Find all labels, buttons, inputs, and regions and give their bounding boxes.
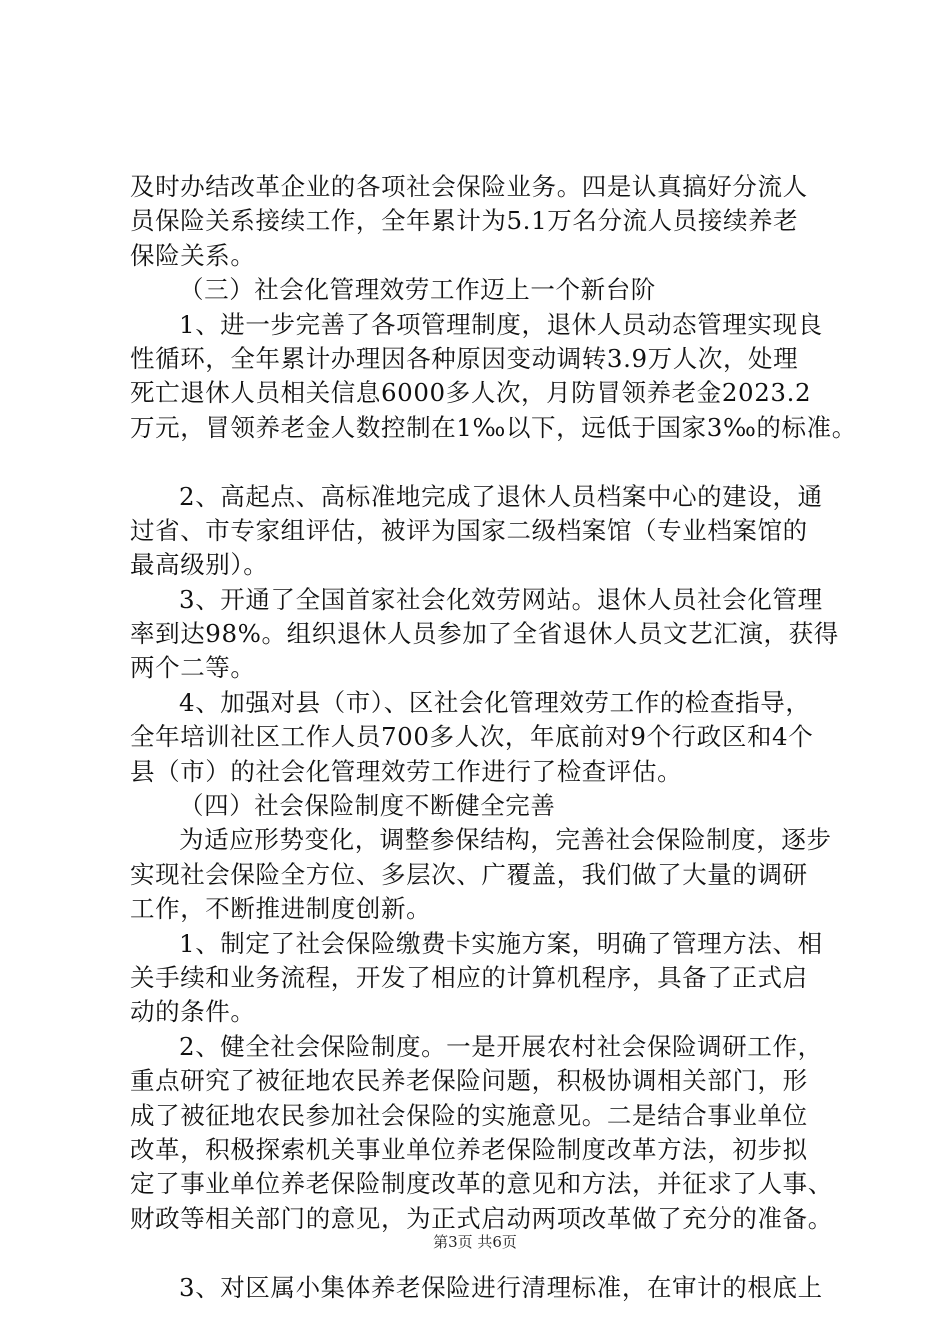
text-line: 性循环，全年累计办理因各种原因变动调转3.9万人次，处理 bbox=[130, 343, 799, 373]
text-line: 关手续和业务流程，开发了相应的计算机程序，具备了正式启 bbox=[130, 962, 808, 992]
text-line: 万元，冒领养老金人数控制在1‰以下，远低于国家3‰的标准。 bbox=[130, 412, 857, 442]
text-line: 全年培训社区工作人员700多人次，年底前对9个行政区和4个 bbox=[130, 722, 814, 752]
text-line: 重点研究了被征地农民养老保险问题，积极协调相关部门，形 bbox=[130, 1066, 808, 1096]
text-line: 为适应形势变化，调整参保结构，完善社会保险制度，逐步 bbox=[179, 825, 832, 855]
body-text bbox=[130, 170, 857, 1305]
text-line: 1、进一步完善了各项管理制度，退休人员动态管理实现良 bbox=[179, 309, 823, 339]
text-line: 实现社会保险全方位、多层次、广覆盖，我们做了大量的调研 bbox=[130, 859, 808, 889]
paragraph-gap bbox=[130, 445, 830, 479]
section-heading: （四）社会保险制度不断健全完善 bbox=[179, 791, 556, 821]
text-line: 过省、市专家组评估，被评为国家二级档案馆（专业档案馆的 bbox=[130, 515, 808, 545]
text-line: 2、健全社会保险制度。一是开展农村社会保险调研工作， bbox=[179, 1031, 823, 1061]
text-line: 2、高起点、高标准地完成了退休人员档案中心的建设，通 bbox=[179, 481, 823, 511]
section-heading: （三）社会化管理效劳工作迈上一个新台阶 bbox=[179, 275, 656, 305]
text-line: 3、开通了全国首家社会化效劳网站。退休人员社会化管理 bbox=[179, 584, 823, 614]
text-line: 两个二等。 bbox=[130, 653, 256, 683]
text-line: 县（市）的社会化管理效劳工作进行了检查评估。 bbox=[130, 756, 683, 786]
text-line: 财政等相关部门的意见，为正式启动两项改革做了充分的准备。 bbox=[130, 1203, 833, 1233]
text-line: 3、对区属小集体养老保险进行清理标准，在审计的根底上 bbox=[179, 1272, 823, 1302]
text-line: 率到达98%。组织退休人员参加了全省退休人员文艺汇演，获得 bbox=[130, 619, 839, 649]
text-line: 员保险关系接续工作，全年累计为5.1万名分流人员接续养老 bbox=[130, 206, 799, 236]
text-line: 死亡退休人员相关信息6000多人次，月防冒领养老金2023.2 bbox=[130, 378, 812, 408]
text-line: 4、加强对县（市）、区社会化管理效劳工作的检查指导， bbox=[179, 687, 811, 717]
page-footer: 第3页 共6页 bbox=[433, 1233, 517, 1251]
text-line: 最高级别）。 bbox=[130, 550, 269, 580]
text-line: 定了事业单位养老保险制度改革的意见和方法，并征求了人事、 bbox=[130, 1169, 833, 1199]
text-line: 保险关系。 bbox=[130, 240, 256, 270]
text-line: 动的条件。 bbox=[130, 997, 256, 1027]
text-line: 及时办结改革企业的各项社会保险业务。四是认真搞好分流人 bbox=[130, 172, 808, 201]
text-line: 1、制定了社会保险缴费卡实施方案，明确了管理方法、相 bbox=[179, 928, 823, 958]
text-line: 改革，积极探索机关事业单位养老保险制度改革方法，初步拟 bbox=[130, 1134, 808, 1164]
text-line: 工作，不断推进制度创新。 bbox=[130, 894, 432, 924]
text-line: 成了被征地农民参加社会保险的实施意见。二是结合事业单位 bbox=[130, 1100, 808, 1130]
